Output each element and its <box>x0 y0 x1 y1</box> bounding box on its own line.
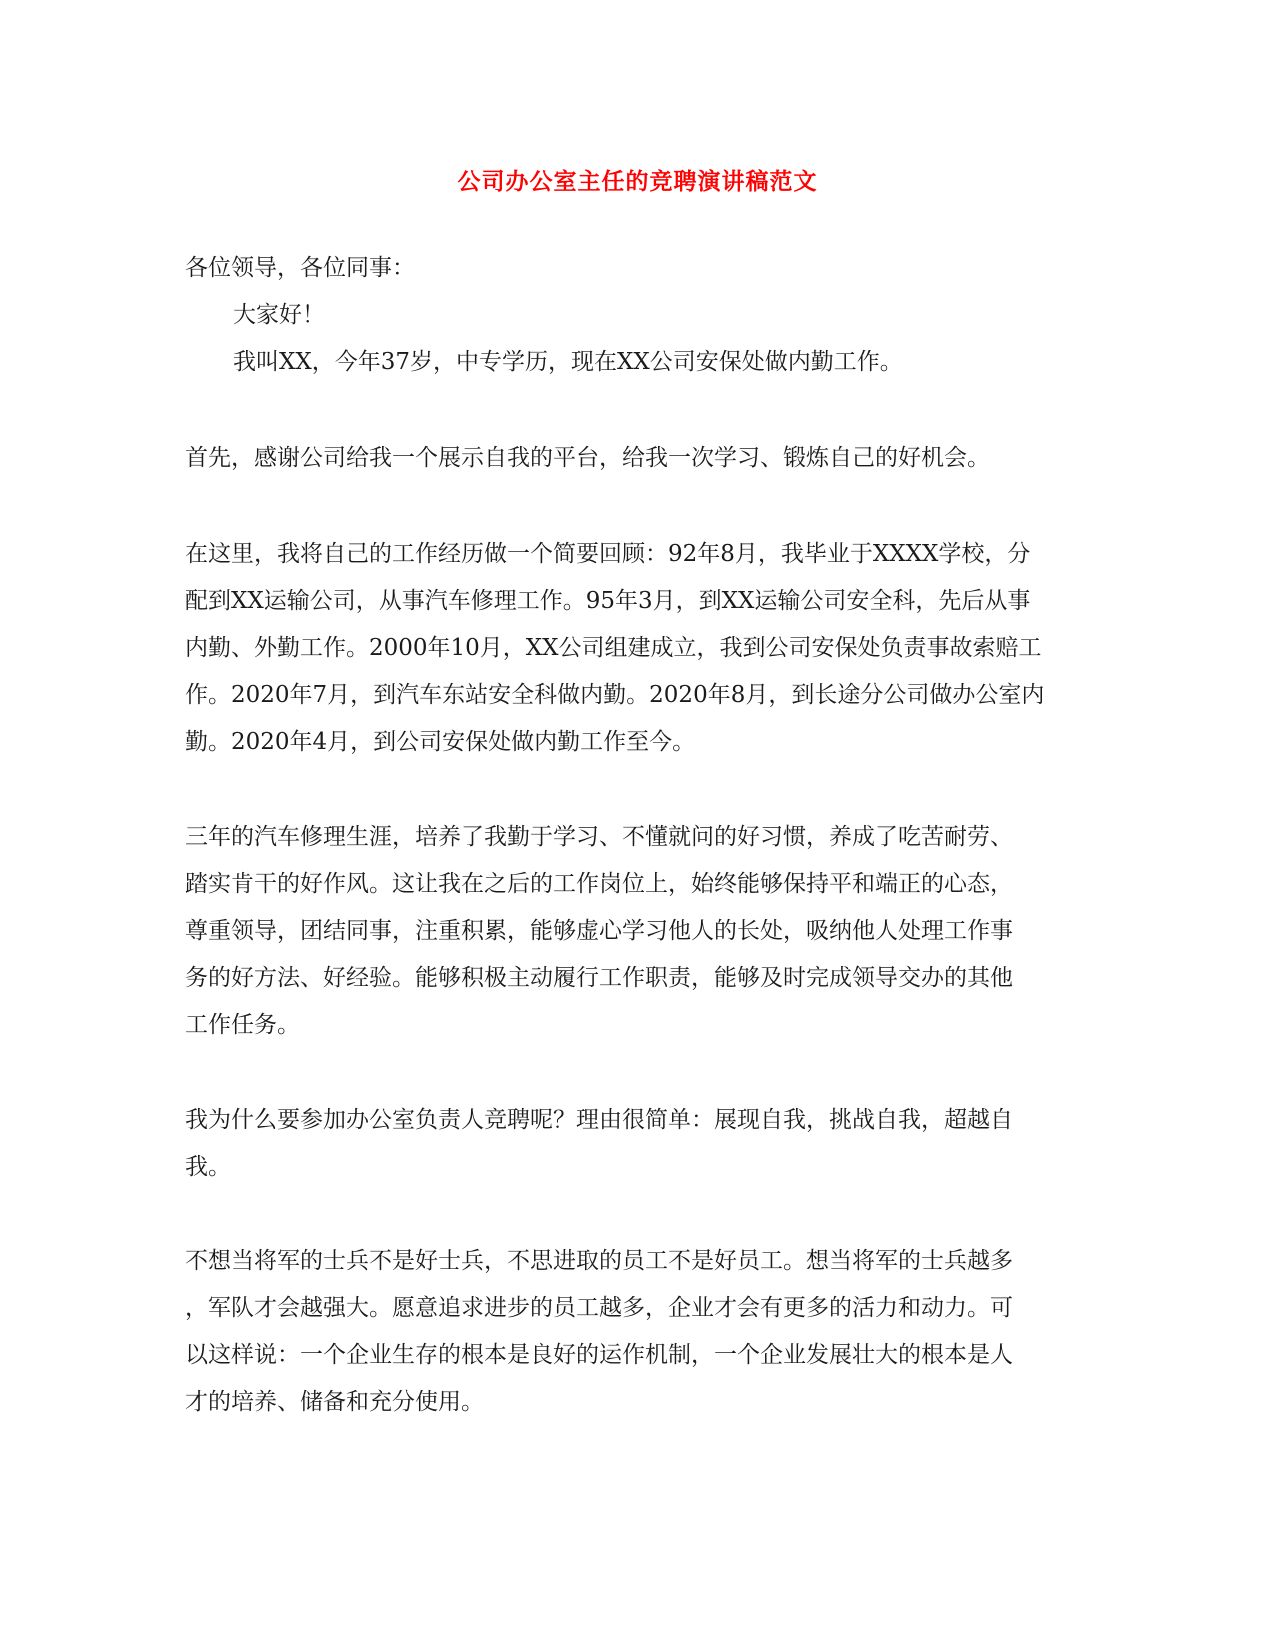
paragraph-line: 三年的汽车修理生涯，培养了我勤于学习、不懂就问的好习惯，养成了吃苦耐劳、 <box>185 824 1013 850</box>
paragraph-line: 踏实肯干的好作风。这让我在之后的工作岗位上，始终能够保持平和端正的心态， <box>185 871 1013 897</box>
paragraph-line: 我为什么要参加办公室负责人竞聘呢？理由很简单：展现自我，挑战自我，超越自 <box>185 1107 1013 1133</box>
paragraph-line: 作。2020年7月，到汽车东站安全科做内勤。2020年8月，到长途分公司做办公室内 <box>185 682 1045 708</box>
paragraph-line: 不想当将军的士兵不是好士兵，不思进取的员工不是好员工。想当将军的士兵越多 <box>185 1248 1013 1274</box>
paragraph-line: 配到XX运输公司，从事汽车修理工作。95年3月，到XX运输公司安全科，先后从事 <box>185 588 1031 614</box>
document-title: 公司办公室主任的竞聘演讲稿范文 <box>457 168 818 195</box>
paragraph-line: 工作任务。 <box>185 1012 300 1038</box>
paragraph-line: 才的培养、储备和充分使用。 <box>185 1389 484 1415</box>
intro-line: 我叫XX，今年37岁，中专学历，现在XX公司安保处做内勤工作。 <box>233 349 903 375</box>
paragraph-line: 内勤、外勤工作。2000年10月，XX公司组建成立，我到公司安保处负责事故索赔工 <box>185 635 1042 661</box>
greeting-line: 各位领导，各位同事： <box>185 255 415 281</box>
paragraph-line: 以这样说：一个企业生存的根本是良好的运作机制，一个企业发展壮大的根本是人 <box>185 1342 1013 1368</box>
paragraph-line: 尊重领导，团结同事，注重积累，能够虚心学习他人的长处，吸纳他人处理工作事 <box>185 918 1013 944</box>
paragraph-line: 首先，感谢公司给我一个展示自我的平台，给我一次学习、锻炼自己的好机会。 <box>185 445 990 471</box>
hello-line: 大家好！ <box>233 302 325 328</box>
paragraph-line: 在这里，我将自己的工作经历做一个简要回顾：92年8月，我毕业于XXXX学校，分 <box>185 541 1031 567</box>
paragraph-line: ，军队才会越强大。愿意追求进步的员工越多，企业才会有更多的活力和动力。可 <box>185 1295 1013 1321</box>
paragraph-line: 务的好方法、好经验。能够积极主动履行工作职责，能够及时完成领导交办的其他 <box>185 965 1013 991</box>
paragraph-line: 我。 <box>185 1154 231 1180</box>
paragraph-line: 勤。2020年4月，到公司安保处做内勤工作至今。 <box>185 729 696 755</box>
